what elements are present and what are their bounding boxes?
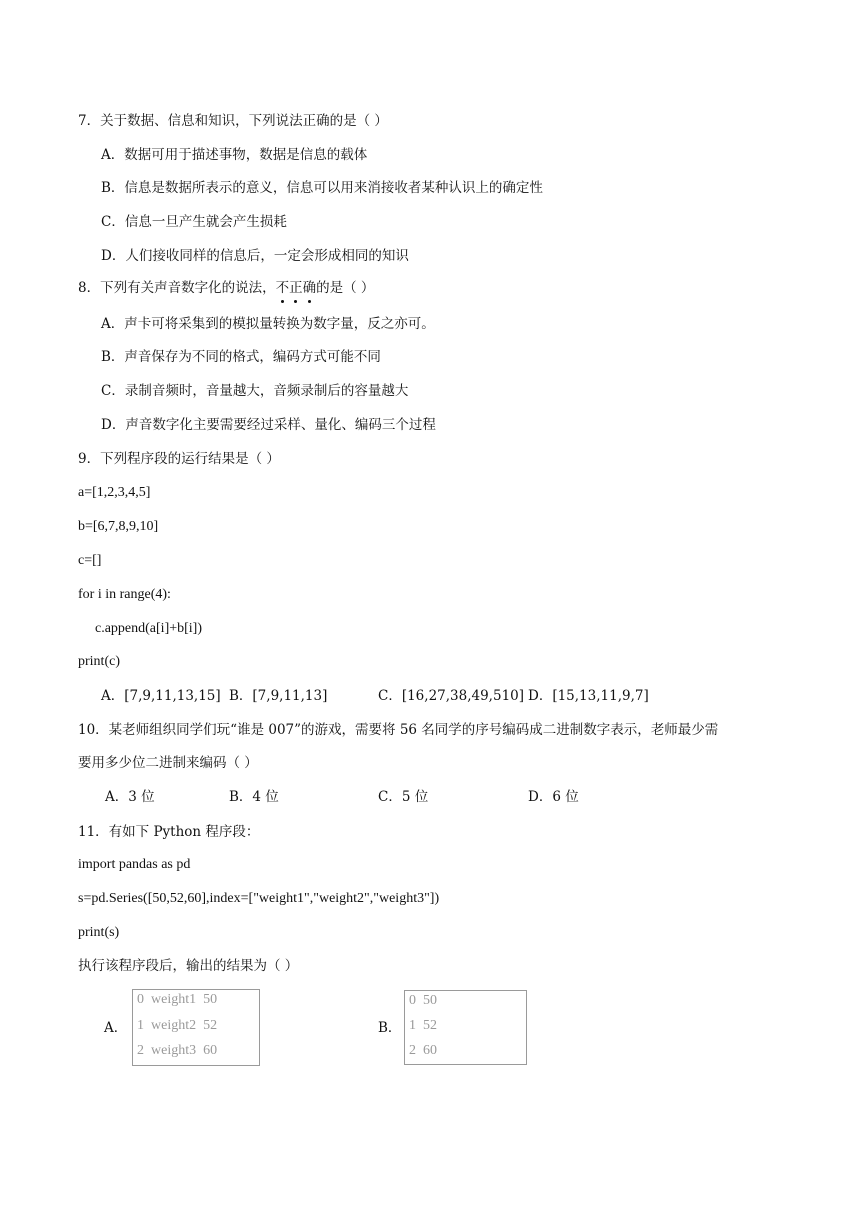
q8-option-a: A．声卡可将采集到的模拟量转换为数字量，反之亦可。 <box>101 316 435 332</box>
output-row: 1 weight2 52 <box>137 1018 218 1033</box>
output-row: 2 weight3 60 <box>137 1043 218 1058</box>
q8-option-b: B．声音保存为不同的格式，编码方式可能不同 <box>101 349 381 365</box>
q9-code-line: c=[] <box>78 553 102 568</box>
q11-code-line: s=pd.Series([50,52,60],index=["weight1","weight2","weight3"]) <box>78 891 440 906</box>
q10-stem-line2: 要用多少位二进制来编码（ ） <box>78 755 258 771</box>
q9-option-b: B．[7,9,11,13] <box>229 688 328 704</box>
q9-code-line: c.append(a[i]+b[i]) <box>95 621 203 636</box>
emphasis-char: 不 <box>275 280 290 296</box>
q8-option-d: D．声音数字化主要需要经过采样、量化、编码三个过程 <box>101 417 436 433</box>
q10-stem-line1: 10．某老师组织同学们玩“谁是 007”的游戏，需要将 56 名同学的序号编码成二进制数字表示，老师最少需 <box>78 722 719 738</box>
q9-code-line: b=[6,7,8,9,10] <box>78 519 159 534</box>
q11-code-line: print(s) <box>78 925 120 940</box>
emphasis-char: 确 <box>302 280 317 296</box>
q9-code-line: for i in range(4): <box>78 587 171 602</box>
q10-option-d: D．6 位 <box>528 789 579 805</box>
q10-option-b: B．4 位 <box>229 789 279 805</box>
q9-option-a: A．[7,9,11,13,15] <box>101 688 221 704</box>
q9-code-line: print(c) <box>78 654 120 669</box>
q8-stem-after: 的是（ ） <box>316 280 375 296</box>
q11-option-a-image <box>132 989 260 1066</box>
q8-stem <box>78 278 374 298</box>
q10-option-c: C．5 位 <box>378 789 429 805</box>
q9-option-c: C．[16,27,38,49,510] <box>378 688 525 704</box>
q9-option-d: D．[15,13,11,9,7] <box>528 688 649 704</box>
q7-option-d: D．人们接收同样的信息后，一定会形成相同的知识 <box>101 248 409 264</box>
q9-stem: 9．下列程序段的运行结果是（ ） <box>78 451 280 467</box>
q10-option-a: A．3 位 <box>105 789 155 805</box>
q11-question: 执行该程序段后，输出的结果为（ ） <box>78 958 299 974</box>
emphasis-char: 正 <box>289 280 303 296</box>
q11-stem: 11．有如下 Python 程序段： <box>78 824 260 840</box>
q8-stem-before: 8．下列有关声音数字化的说法， <box>78 280 276 296</box>
q7-option-a: A．数据可用于描述事物，数据是信息的载体 <box>101 147 368 163</box>
q11-option-a-label: A． <box>104 1020 128 1036</box>
q8-option-c: C．录制音频时，音量越大，音频录制后的容量越大 <box>101 383 409 399</box>
output-row: 1 52 <box>409 1018 437 1033</box>
q11-option-b-image <box>404 990 527 1065</box>
output-row: 0 weight1 50 <box>137 992 218 1007</box>
q7-option-c: C．信息一旦产生就会产生损耗 <box>101 214 287 230</box>
q7-option-b: B．信息是数据所表示的意义，信息可以用来消接收者某种认识上的确定性 <box>101 180 543 196</box>
q11-code-line: import pandas as pd <box>78 857 191 872</box>
output-row: 2 60 <box>409 1043 437 1058</box>
q8-stem-emphasis <box>276 280 317 296</box>
output-row: 0 50 <box>409 993 437 1008</box>
q7-stem: 7．关于数据、信息和知识，下列说法正确的是（ ） <box>78 113 388 129</box>
q9-code-line: a=[1,2,3,4,5] <box>78 485 151 500</box>
q11-option-b-label: B． <box>378 1020 402 1036</box>
